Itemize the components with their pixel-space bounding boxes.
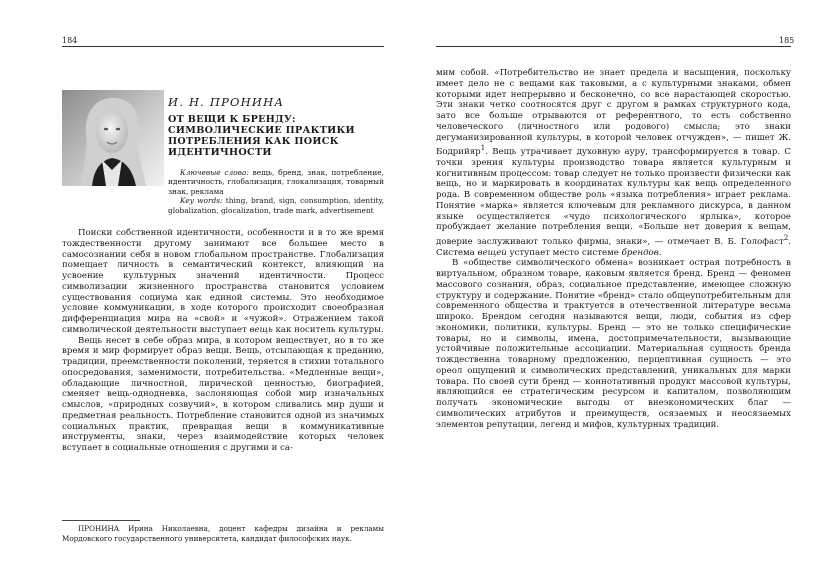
header-rule-right xyxy=(436,46,791,47)
keywords-block xyxy=(168,168,384,215)
keywords-en-text: thing, brand, sign, consumption, identity, globalization, glocalization, trade mark, advertisement xyxy=(168,196,385,215)
body-column-right xyxy=(436,68,791,430)
paragraph: В «обществе символического обмена» возникает острая потребность в виртуальном, образном товаре, каковым является бренд. Бренд — феномен массового сознания, образ, социальное представление, имеющее сложную структуру и содержание. Понятие «бренд» стало общеупотребительным для современного общества и трактуется в отечественной литературе весьма широко. Брендом сегодня называются вещи, люди, события из сфер экономики, политики, культуры. Бренд — это не только специфические товары, но и символы, имена, достопримечательности, вызывающие устойчивые положительные ассоциации. Материальная сущность бренда тождественна товарному предложению, перцептивная сущность — это ореол ощущений и символических представлений, уникальных для марки товара. По своей сути бренд — коннотативный продукт массовой культуры, являющийся ее стратегическим ресурсом и капиталом, позволяющим получать экономические выгоды от внеэкономических благ — символических атрибутов и преимуществ, осязаемых и неосязаемых элементов репутации, легенд и мифов, культурных традиций. xyxy=(436,258,791,430)
keywords-en-label: Key words: xyxy=(180,196,223,206)
page-number-left: 184 xyxy=(62,36,78,45)
footnote-ref[interactable]: 2 xyxy=(783,233,789,243)
keywords-ru xyxy=(168,168,384,196)
emphasis-text: брендов xyxy=(621,247,659,258)
right-page xyxy=(410,0,820,580)
paragraph: Вещь несет в себе образ мира, в котором веществует, но в то же время и мир формирует образ вещи. Вещь, отсылающая к преданию, традиции, преемственности поколений, теряется в стихии тотального опосредования, заменимости, потребительства. «Медленные вещи», обладающие личностной, лирической ценностью, биографией, сменяет вещь-однодневка, заслоняющая собой мир изначальных смыслов, «природных созвучий», в котором сливались мир души и предметная реальность. Потребление становится одной из значимых социальных практик, превращая вещи в коммуникативные инструменты, знаки, через взаимодействие которых человек вступает в социальные отношения с другими и са- xyxy=(62,335,384,453)
keywords-ru-text: вещь, бренд, знак, потребление, идентичность, глобализация, глокализация, товарный знак, реклама xyxy=(168,168,384,196)
keywords-en xyxy=(168,196,384,215)
author-photo xyxy=(62,90,164,186)
paragraph-text: . Вещь утрачивает духовную ауру, трансформируется в товар. С точки зрения культуры производство товара является культурным и когнитивным процессом: товар следует не только произвести физически как вещь, но и маркировать в координатах культуры как вещь определенного рода. В современном обществе роль «языка потребления» играет реклама. Понятие «марка» является ключевым для рекламного дискурса, в данном языке осуществляется «чудо психологического ярлыка», которое пробуждает желание потребления вещи. «Больше нет доверия к вещам, доверие заслуживают только фирмы, знаки», — отмечает В. Б. Голофаст xyxy=(436,147,791,247)
header-rule-left xyxy=(62,46,384,47)
emphasis-text: вещь xyxy=(249,324,273,335)
paragraph-text: . Система xyxy=(436,236,791,258)
keywords-ru-label: Ключевые слова: xyxy=(180,168,249,177)
paragraph xyxy=(62,228,384,336)
paragraph-text: . xyxy=(658,247,662,258)
body-column-left xyxy=(62,228,384,454)
author-name: И. Н. ПРОНИНА xyxy=(168,95,285,109)
page-number-right: 185 xyxy=(779,36,795,45)
emphasis-text: вещей xyxy=(477,247,507,258)
footnote-ref[interactable]: 1 xyxy=(480,143,486,153)
author-footnote: ПРОНИНА Ирина Николаевна, доцент кафедры дизайна и рекламы Мордовского государственного университета, кандидат философских наук. xyxy=(62,524,384,543)
footnote-rule xyxy=(62,520,140,521)
paragraph-text: мим собой. «Потребительство не знает предела и насыщения, поскольку имеет дело не с вещами как таковыми, а с культурными знаками, обмен которыми идет непрерывно и бесконечно, со все нарастающей скоростью. Эти знаки четко соотносятся друг с другом в рамках структурного кода, зато все больше отрываются от референтного, то есть собственно человеческого (личностного или родового) смысла; это знаки дегуманизированной культуры, в которой человек отчужден», — пишет Ж. Бодрийяр xyxy=(436,68,791,158)
paragraph-text: уступает место системе xyxy=(506,247,622,258)
portrait-photo-icon xyxy=(62,90,164,186)
paragraph xyxy=(436,68,791,258)
paragraph-text: Поиски собственной идентичности, особенности и в то же время тождественности другому занимают все большее место в самосознании себя в новом глобальном пространстве. Глобализация помещает личность в семантический контекст, влияющий на усвоение культурных значений идентичности. Процесс символизации жизненного пространства становится условием существования социума как единой системы. Это необходимое условие коммуникации, в ходе которого происходит своеобразная дифференциация мира на «свой» и «чужой». Отражением такой символической деятельности выступает xyxy=(62,228,384,335)
article-title: ОТ ВЕЩИ К БРЕНДУ: СИМВОЛИЧЕСКИЕ ПРАКТИКИ ПОТРЕБЛЕНИЯ КАК ПОИСК ИДЕНТИЧНОСТИ xyxy=(168,114,355,158)
paragraph-text: как носитель культуры. xyxy=(272,324,384,335)
